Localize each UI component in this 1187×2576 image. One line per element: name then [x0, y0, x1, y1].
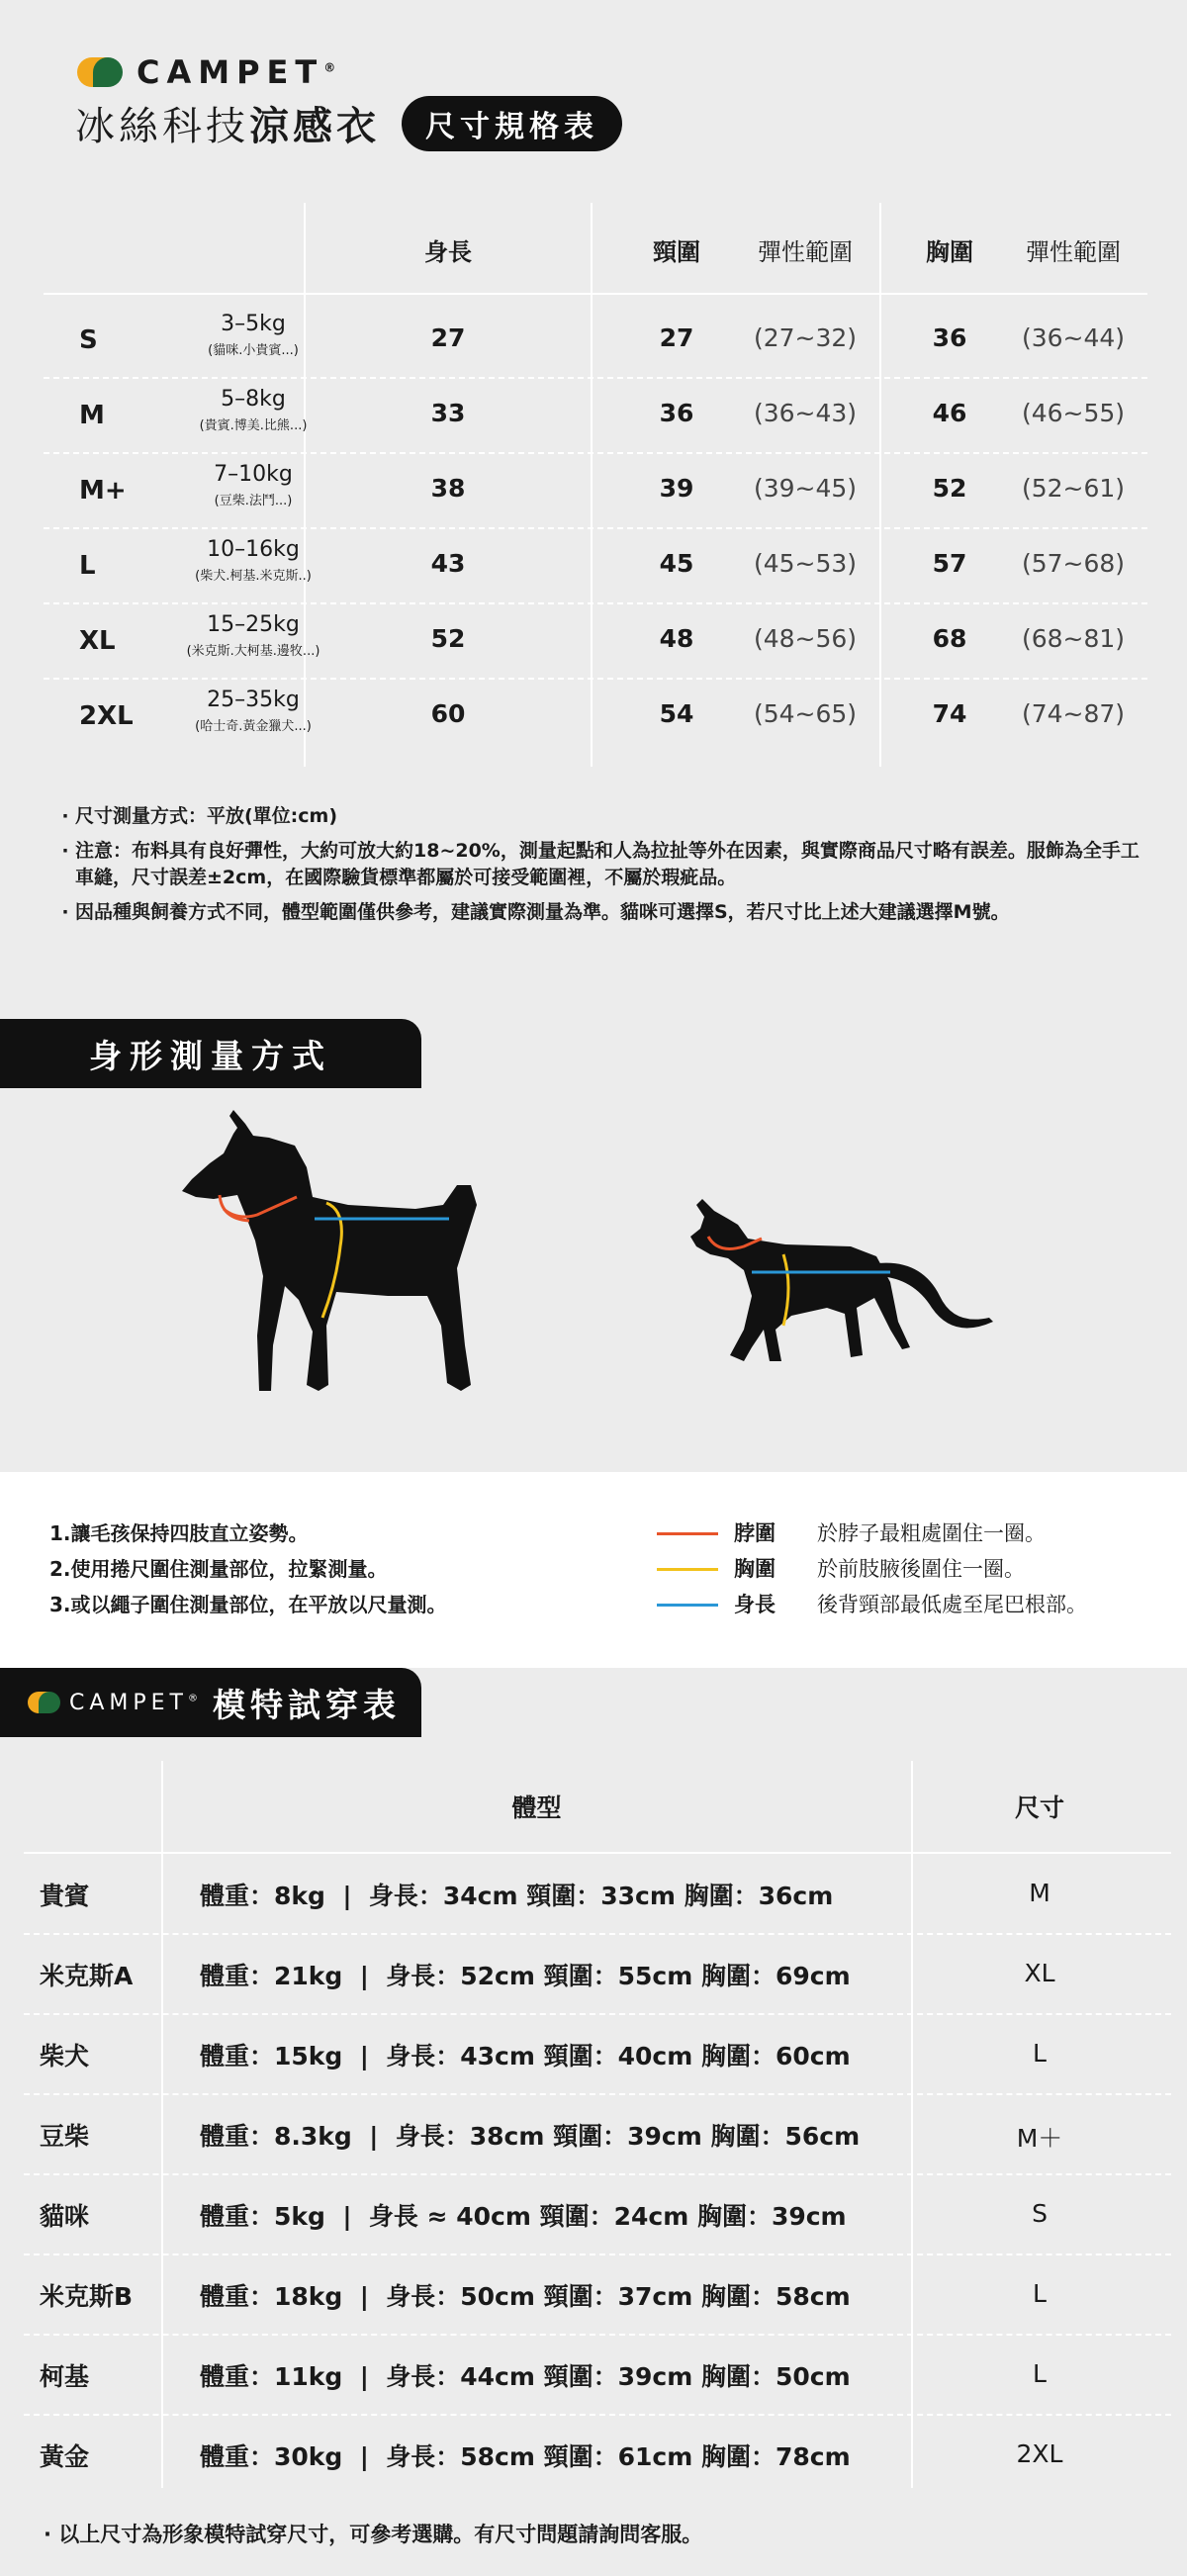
- size-label: M: [79, 401, 105, 430]
- breed-examples: (柴犬.柯基.米克斯..): [195, 569, 312, 584]
- chest-value: 57: [932, 549, 967, 578]
- campet-logo-icon: [28, 1692, 59, 1713]
- chest-value: 74: [932, 699, 967, 728]
- chest-value: 46: [932, 399, 967, 427]
- model-table: [24, 1761, 1171, 2493]
- size-label: S: [79, 325, 98, 355]
- dog-silhouette: [182, 1110, 477, 1391]
- model-name: 柴犬: [40, 2042, 90, 2070]
- length-value: 33: [430, 399, 466, 427]
- breed-examples: (米克斯.大柯基.邊牧...): [186, 644, 320, 659]
- breed-examples: (貓咪.小貴賓...): [208, 343, 299, 358]
- header-chest-range: 彈性範圍: [1026, 238, 1121, 266]
- model-section-heading: 模特試穿表: [213, 1685, 401, 1724]
- row-divider: [44, 452, 1147, 454]
- model-row: [24, 1933, 1171, 2013]
- row-divider: [44, 527, 1147, 529]
- neck-range-value: (45~53): [753, 549, 858, 578]
- neck-range-value: (48~56): [753, 624, 858, 653]
- brand-name: CAMPET®: [137, 53, 336, 91]
- header-neck: 頸圍: [653, 238, 700, 266]
- length-value: 27: [430, 323, 466, 352]
- legend-item-length: 身長 後背頸部最低處至尾巴根部。: [657, 1587, 1087, 1622]
- size-label: 2XL: [79, 701, 134, 731]
- header-neck-range: 彈性範圍: [758, 238, 853, 266]
- model-measurements: 體重：11kg | 身長：44cm 頸圍：39cm 胸圍：50cm: [200, 2362, 851, 2391]
- chest-range-value: (36~44): [1021, 323, 1126, 352]
- model-measurements: 體重：21kg | 身長：52cm 頸圍：55cm 胸圍：69cm: [200, 1962, 851, 1990]
- note-item: · 注意：布料具有良好彈性，大約可放大約18~20%，測量起點和人為拉扯等外在因素，與實際商品尺寸略有誤差。服飾為全手工車縫，尺寸誤差±2cm，在國際驗貨標準都屬於可接受範圍裡，不屬於瑕疵品。: [61, 840, 1140, 888]
- neck-value: 48: [659, 624, 694, 653]
- measurement-illustration: [0, 1088, 1187, 1472]
- model-row: [24, 2414, 1171, 2494]
- header-chest: 胸圍: [926, 238, 973, 266]
- measure-section-title: 身形測量方式: [0, 1019, 421, 1088]
- product-title: 冰絲科技涼感衣: [75, 104, 380, 149]
- chest-range-value: (46~55): [1021, 399, 1126, 427]
- length-value: 43: [430, 549, 466, 578]
- measure-steps: [49, 1516, 447, 1622]
- neck-range-value: (27~32): [753, 323, 858, 352]
- neck-range-value: (39~45): [753, 474, 858, 503]
- size-row: [44, 537, 1147, 612]
- neck-line-icon: [657, 1532, 718, 1535]
- length-value: 38: [430, 474, 466, 503]
- breed-examples: (豆柴.法鬥...): [214, 494, 293, 508]
- step-item: 1.讓毛孩保持四肢直立姿勢。: [49, 1521, 309, 1545]
- weight-range: 25–35kg: [207, 688, 300, 712]
- chest-range-value: (74~87): [1021, 699, 1126, 728]
- model-size: L: [1033, 2359, 1047, 2388]
- chest-range-value: (57~68): [1021, 549, 1126, 578]
- weight-range: 15–25kg: [207, 612, 300, 637]
- model-size: L: [1033, 2279, 1047, 2308]
- header-divider: [44, 293, 1147, 295]
- header-size: 尺寸: [1014, 1794, 1064, 1822]
- model-measurements: 體重：5kg | 身長 ≈ 40cm 頸圍：24cm 胸圍：39cm: [200, 2202, 847, 2231]
- model-size: 2XL: [1016, 2439, 1063, 2468]
- note-item: · 因品種與飼養方式不同，體型範圍僅供參考，建議實際測量為準。貓咪可選擇S，若尺寸比上述大建議選擇M號。: [61, 901, 1010, 923]
- neck-value: 45: [659, 549, 694, 578]
- model-size: L: [1033, 2039, 1047, 2068]
- neck-value: 36: [659, 399, 694, 427]
- model-row: [24, 2173, 1171, 2254]
- model-size: M: [1029, 1879, 1050, 1907]
- neck-value: 39: [659, 474, 694, 503]
- size-row: [44, 387, 1147, 462]
- weight-range: 3–5kg: [221, 312, 286, 336]
- model-measurements: 體重：30kg | 身長：58cm 頸圍：61cm 胸圍：78cm: [200, 2442, 851, 2471]
- chest-range-value: (52~61): [1021, 474, 1126, 503]
- header-length: 身長: [424, 238, 472, 266]
- chest-value: 68: [932, 624, 967, 653]
- header-body: 體型: [511, 1794, 562, 1822]
- chest-range-value: (68~81): [1021, 624, 1126, 653]
- model-measurements: 體重：15kg | 身長：43cm 頸圍：40cm 胸圍：60cm: [200, 2042, 851, 2070]
- chest-line-icon: [657, 1568, 718, 1571]
- brand-name: CAMPET®: [69, 1690, 203, 1715]
- row-divider: [44, 377, 1147, 379]
- size-notes: [55, 803, 1153, 934]
- neck-range-value: (36~43): [753, 399, 858, 427]
- note-item: · 尺寸測量方式：平放(單位:cm): [61, 805, 338, 827]
- model-name: 豆柴: [40, 2122, 90, 2151]
- model-footnote: · 以上尺寸為形象模特試穿尺寸，可參考選購。有尺寸問題請詢問客服。: [44, 2523, 703, 2546]
- cat-silhouette: [690, 1199, 993, 1361]
- size-chart-badge: 尺寸規格表: [402, 96, 622, 151]
- size-row: [44, 462, 1147, 537]
- model-size: M＋: [1016, 2124, 1063, 2153]
- neck-value: 54: [659, 699, 694, 728]
- model-row: [24, 2093, 1171, 2173]
- model-name: 米克斯B: [40, 2282, 134, 2311]
- model-row: [24, 2334, 1171, 2414]
- chest-value: 52: [932, 474, 967, 503]
- measure-legend: [657, 1516, 1087, 1622]
- size-table: [44, 203, 1147, 767]
- model-name: 貴賓: [40, 1882, 90, 1910]
- campet-logo-icon: [77, 57, 123, 87]
- size-row: [44, 612, 1147, 688]
- length-value: 60: [430, 699, 466, 728]
- size-row: [44, 312, 1147, 387]
- model-measurements: 體重：8kg | 身長：34cm 頸圍：33cm 胸圍：36cm: [200, 1882, 834, 1910]
- size-label: XL: [79, 626, 116, 656]
- model-row: [24, 2013, 1171, 2093]
- model-section-title: [0, 1668, 421, 1737]
- model-size: S: [1032, 2199, 1048, 2228]
- length-line-icon: [657, 1604, 718, 1607]
- step-item: 2.使用捲尺圍住測量部位，拉緊測量。: [49, 1557, 388, 1581]
- model-name: 柯基: [40, 2362, 90, 2391]
- model-row: [24, 2254, 1171, 2334]
- breed-examples: (貴賓.博美.比熊...): [199, 418, 308, 433]
- step-item: 3.或以繩子圍住測量部位，在平放以尺量測。: [49, 1593, 447, 1616]
- neck-value: 27: [659, 323, 694, 352]
- row-divider: [44, 678, 1147, 680]
- chest-value: 36: [932, 323, 967, 352]
- brand-logo-row: [77, 53, 335, 91]
- size-label: M+: [79, 476, 127, 506]
- model-measurements: 體重：18kg | 身長：50cm 頸圍：37cm 胸圍：58cm: [200, 2282, 851, 2311]
- model-name: 貓咪: [40, 2202, 90, 2231]
- neck-range-value: (54~65): [753, 699, 858, 728]
- model-row: [24, 1853, 1171, 1933]
- size-row: [44, 688, 1147, 763]
- size-label: L: [79, 551, 96, 581]
- model-measurements: 體重：8.3kg | 身長：38cm 頸圍：39cm 胸圍：56cm: [200, 2122, 861, 2151]
- weight-range: 5–8kg: [221, 387, 286, 412]
- model-name: 米克斯A: [40, 1962, 134, 1990]
- legend-item-chest: 胸圍 於前肢腋後圍住一圈。: [657, 1551, 1087, 1587]
- weight-range: 10–16kg: [207, 537, 300, 562]
- title-row: [75, 95, 622, 151]
- model-size: XL: [1024, 1959, 1055, 1987]
- legend-item-neck: 脖圍 於脖子最粗處圍住一圈。: [657, 1516, 1087, 1551]
- breed-examples: (哈士奇.黃金獵犬...): [195, 719, 312, 734]
- row-divider: [44, 602, 1147, 604]
- length-value: 52: [430, 624, 466, 653]
- model-name: 黃金: [40, 2442, 90, 2471]
- weight-range: 7–10kg: [214, 462, 293, 487]
